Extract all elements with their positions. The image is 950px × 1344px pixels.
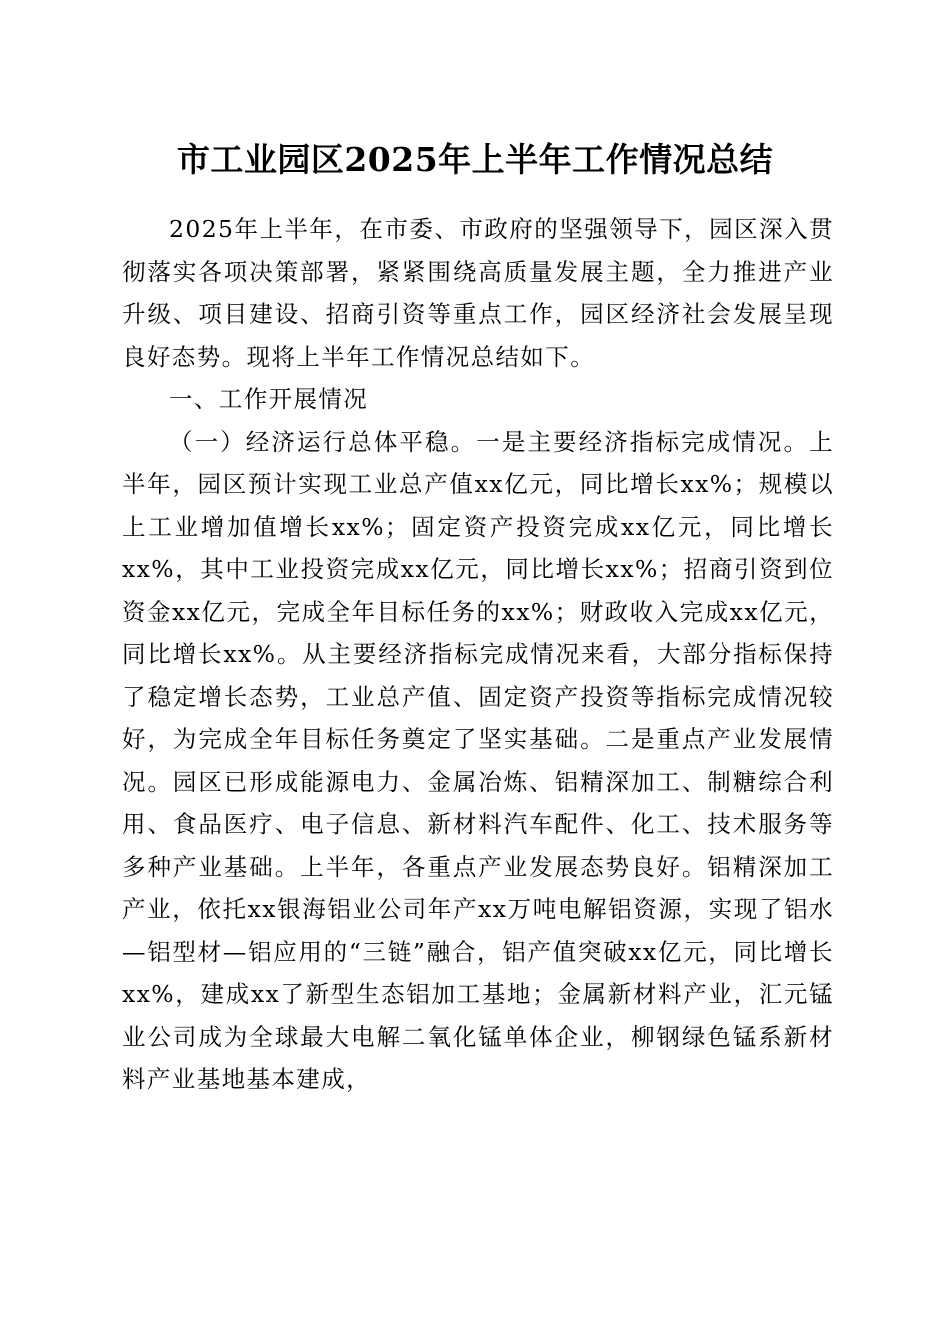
document-body <box>122 208 834 1101</box>
subsection-body: 一是主要经济指标完成情况。上半年，园区预计实现工业总产值xx亿元，同比增长xx%；规模以上工业增加值增长xx%；固定资产投资完成xx亿元，同比增长xx%，其中工业投资完成xx亿元，同比增长xx%；招商引资到位资金xx亿元，完成全年目标任务的xx%；财政收入完成xx亿元，同比增长xx%。从主要经济指标完成情况来看，大部分指标保持了稳定增长态势，工业总产值、固定资产投资等指标完成情况较好，为完成全年目标任务奠定了坚实基础。二是重点产业发展情况。园区已形成能源电力、金属冶炼、铝精深加工、制糖综合利用、食品医疗、电子信息、新材料汽车配件、化工、技术服务等多种产业基础。上半年，各重点产业发展态势良好。铝精深加工产业，依托xx银海铝业公司年产xx万吨电解铝资源，实现了铝水—铝型材—铝应用的“三链”融合，铝产值突破xx亿元，同比增长xx%，建成xx了新型生态铝加工基地；金属新材料产业，汇元锰业公司成为全球最大电解二氧化锰单体企业，柳钢绿色锰系新材料产业基地基本建成， <box>122 427 834 1093</box>
intro-paragraph: 2025年上半年，在市委、市政府的坚强领导下，园区深入贯彻落实各项决策部署，紧紧围绕高质量发展主题，全力推进产业升级、项目建设、招商引资等重点工作，园区经济社会发展呈现良好态势。现将上半年工作情况总结如下。 <box>122 215 834 371</box>
section-heading: 一、工作开展情况 <box>169 385 369 413</box>
subsection-paragraph <box>122 421 834 1101</box>
document-title: 市工业园区2025年上半年工作情况总结 <box>176 140 774 179</box>
subsection-lead: （一）经济运行总体平稳。 <box>169 427 477 456</box>
